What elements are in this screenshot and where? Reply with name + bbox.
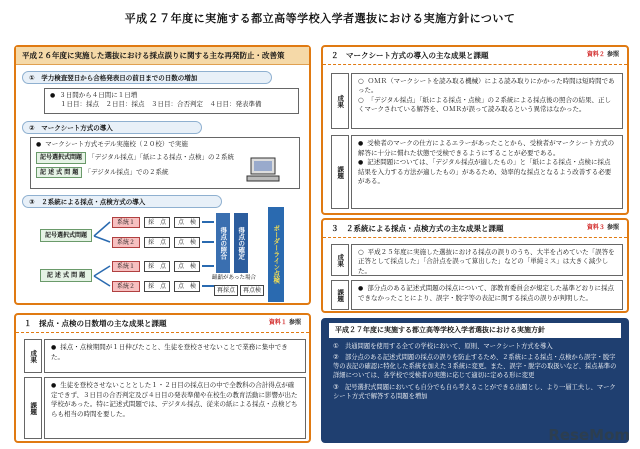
flow-saiten: 採 点 (144, 237, 170, 248)
right1-header-text: ２ マークシート方式の導入の主な成果と課題 (331, 51, 489, 60)
flow-kakutei: 得点の確定 (234, 213, 248, 273)
right1-ref (587, 51, 619, 59)
lower-left-kadai-box (44, 377, 306, 439)
flow-tag-kigou: 記号選択式問題 (40, 229, 92, 242)
flow-system1-a: 系統１ (112, 217, 140, 228)
resemom-logo (548, 426, 630, 446)
section2-val2: 「デジタル採点」での２系統 (84, 167, 169, 176)
flow-system2-b: 系統２ (112, 281, 140, 292)
right1-seika-item: ○ ＯＭＲ（マークシートを読み取る機械）による読み取りにかかった時間は短時間であった。 (358, 77, 616, 96)
lower-left-ref (269, 319, 301, 327)
right2-kadai-box (351, 280, 623, 310)
section1-title: 学力検査翌日から合格発表日の前日までの日数の増加 (41, 74, 198, 82)
right1-label-kadai: 課題 (331, 135, 349, 209)
flow-tenken: 点 検 (174, 237, 200, 248)
lower-left-seika-box (44, 339, 306, 373)
section3-title: ２系統による採点・点検方式の導入 (41, 198, 146, 206)
flow-tag-kijutsu: 記 述 式 問 題 (40, 269, 92, 282)
right1-ref-see: 参照 (606, 51, 619, 58)
right2-ref (587, 224, 619, 232)
lower-right-header: 平成２７年度に実施する都立高等学校入学者選抜における実施方針 (329, 323, 621, 338)
right2-seika-box (351, 244, 623, 276)
policy-item: ① 共通問題を使用する全ての学校において、原則、マークシート方式を導入 (333, 343, 553, 350)
section1-box (44, 88, 299, 114)
flow-diff-note: 齟齬があった場合 (212, 275, 256, 281)
right2-label-seika: 成果 (331, 244, 349, 276)
left-panel (14, 45, 311, 305)
flow-seigo: 得点の照合 (216, 213, 230, 273)
section1-line2: １日目：採点 ２日目：採点 ３日目：合否判定 ４日目：発表準備 (60, 99, 262, 108)
lower-left-header-text: １ 採点・点検の日数増の主な成果と課題 (24, 319, 167, 328)
lower-right-panel (321, 318, 629, 443)
section2-box (30, 137, 300, 189)
tag-kijutsu: 記 述 式 問 題 (36, 167, 82, 179)
right1-kadai-box (351, 135, 623, 209)
policy-item: ③ 記号選択式問題においても自分でも自ら考えることができる出題とし、より一層工夫し、マークシート方式で解答する問題を増加 (333, 383, 616, 400)
lower-left-seika-item: ● 採点・点検期間が１日伸びたこと、生徒を登校させないことで業務に集中できた。 (51, 343, 299, 362)
lower-left-ref-see: 参照 (288, 319, 301, 326)
right1-label-seika: 成果 (331, 73, 349, 129)
section2-val1: 「デジタル採点」「紙による採点・点検」の２系統 (88, 152, 234, 161)
right1-kadai-item: ● 受検者のマークの仕方によるエラーがあったことから、受検者がマークシート方式の解答に十分に慣れた状態で受検できるようにすることが必要である。 (358, 139, 616, 158)
right1-seika-box (351, 73, 623, 129)
lower-left-label-seika: 成果 (24, 339, 42, 373)
flow-resaiten: 再採点 (214, 285, 238, 296)
logo-text: ReseMom (548, 425, 630, 444)
right2-label-kadai: 課題 (331, 280, 349, 310)
right1-header (323, 47, 627, 65)
flow-tenken: 点 検 (174, 261, 200, 272)
flow-system2-a: 系統２ (112, 237, 140, 248)
lower-left-label-kadai: 課題 (24, 377, 42, 439)
tag-kigou: 記号選択式問題 (36, 152, 86, 164)
page-title: 平成２７年度に実施する都立高等学校入学者選抜における実施方針について (124, 12, 516, 25)
flow-saiten: 採 点 (144, 217, 170, 228)
section1-number: ① (29, 74, 35, 82)
right2-seika-item: ○ 平成２５年度に実施した選抜における採点の誤りのうち、大半を占めていた「誤答を正答として採点した」「合計点を誤って算出した」などの「単純ミス」は大きく減少した。 (358, 248, 616, 276)
section2-line1: ● マークシート方式モデル実施校（２０校）で実施 (36, 140, 294, 149)
computer-icon (243, 156, 291, 184)
right1-kadai-item: ● 記述問題については、「デジタル採点が適したもの」と「紙による採点・点検に採点結果を入力する方法が適したもの」があるため、効率的な採点となるよう改善する必要がある。 (358, 158, 616, 187)
flow-saiten: 採 点 (144, 281, 170, 292)
section3-number: ③ (29, 198, 35, 206)
lower-left-kadai-item: ● 生徒を登校させないこととした１・２日目の採点日の中で全教科の合計得点が確定できず、３日目の合否判定及び４日目の発表準備や在校生の教育活動に影響が出た学校があった。特に記述式問題では、デジタル採点、従来の紙による採点・点検どちらも相当の時間を要した。 (51, 381, 299, 419)
right2-ref-see: 参照 (606, 224, 619, 231)
right1-ref-label: 資料２ (586, 51, 605, 58)
right2-ref-label: 資料３ (586, 224, 605, 231)
right-panel-marksheet (321, 45, 629, 215)
left-panel-header: 平成２６年度に実施した選抜における採点誤りに関する主な再発防止・改善策 (16, 47, 309, 65)
lower-left-ref-label: 資料１ (268, 319, 287, 326)
section1-header (22, 71, 272, 84)
right2-kadai-item: ● 部分点のある記述式問題の採点について、部教育委員会が規定した基準どおりに採点できなかったことにより、誤字・脱字等の表記に関する採点の誤りが判明した。 (358, 284, 616, 303)
right2-header (323, 220, 627, 238)
section1-line1: ● ３日間から４日間に１日増 (50, 91, 293, 100)
lower-left-panel (14, 313, 311, 443)
right-panel-2system (321, 218, 629, 313)
flow-borderline: ボーダーライン点検 (268, 207, 284, 302)
flow-saiten: 採 点 (144, 261, 170, 272)
flow-arrows (92, 212, 227, 297)
policy-item: ② 部分点のある記述式問題の採点の誤りを防止するため、２系統による採点・点検から誤字・脱字等の表記の確認に特化した系統を加えた３系統に変更。また、誤字・脱字の取扱いなど、採点基準の詳細については、各学校で受検者の実態に応じて適切に定める形に変更 (333, 354, 617, 380)
flow-retenken: 再点検 (240, 285, 264, 296)
section2-number: ② (29, 124, 35, 132)
section2-header (22, 121, 202, 134)
flow-system1-b: 系統１ (112, 261, 140, 272)
lower-left-header (16, 315, 309, 333)
section3-header (22, 195, 222, 208)
flow-tenken: 点 検 (174, 281, 200, 292)
right2-header-text: ３ ２系統による採点・点検方式の主な成果と課題 (331, 224, 504, 233)
right1-seika-item: ○ 「デジタル採点」「紙による採点・点検」の２系統による採点後の照合の結果、正しくマークされている解答を、ＯＭＲが誤って読み取るという異常はなかった。 (358, 96, 616, 115)
section2-title: マークシート方式の導入 (41, 124, 113, 132)
flow-tenken: 点 検 (174, 217, 200, 228)
